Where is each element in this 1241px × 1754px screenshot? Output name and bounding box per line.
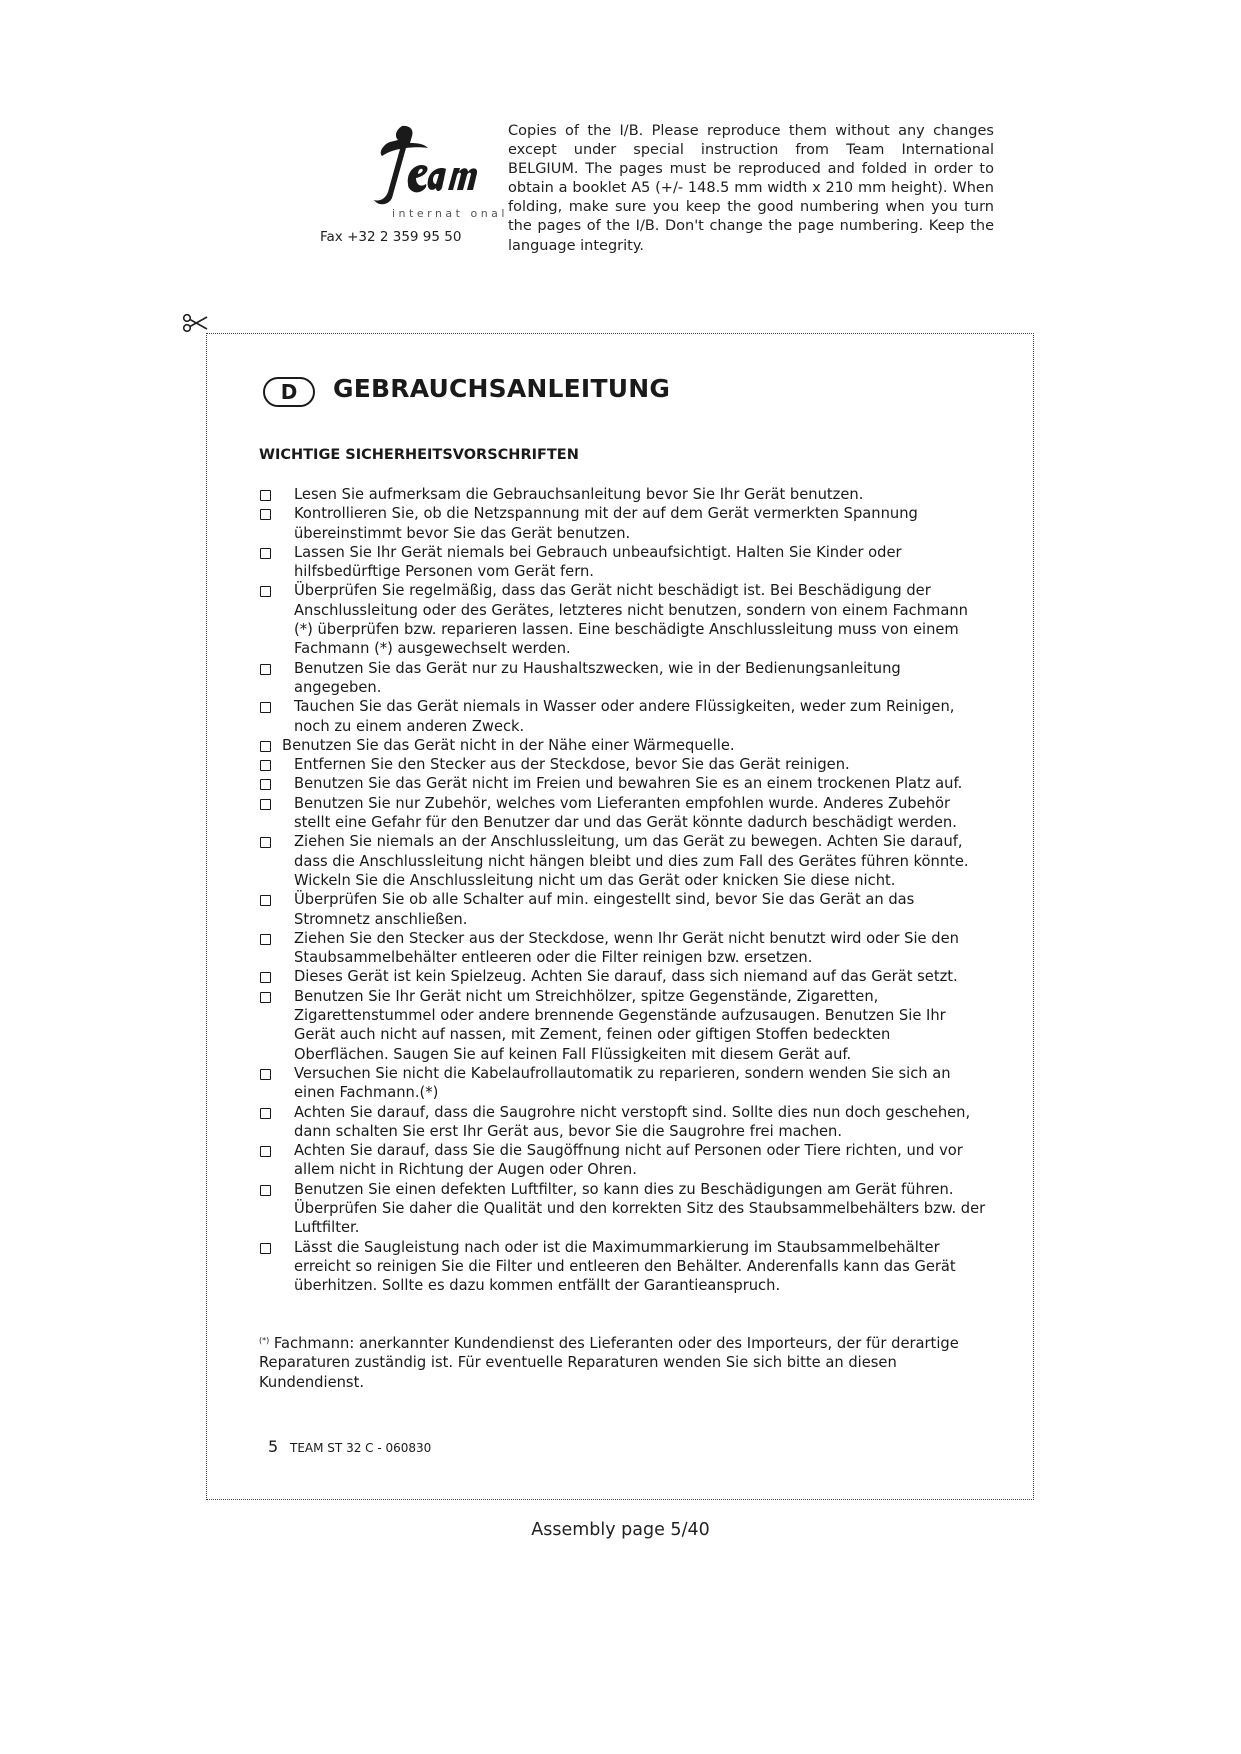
list-item: [260, 890, 986, 929]
checkbox-icon: [260, 779, 271, 790]
rule-text: Benutzen Sie einen defekten Luftfilter, so kann dies zu Beschädigungen am Gerät führen. Überprüfen Sie daher die Qualität und den korrekten Sitz des Staubsammelbehälters bzw. der Luftfilter.: [294, 1180, 986, 1237]
list-item: [260, 967, 986, 986]
rule-text: Kontrollieren Sie, ob die Netzspannung mit der auf dem Gerät vermerkten Spannung übereinstimmt bevor Sie das Gerät benutzen.: [294, 505, 918, 542]
checkbox-icon: [260, 509, 271, 520]
list-item: [260, 774, 986, 793]
footnote-text: Fachmann: anerkannter Kundendienst des Lieferanten oder des Importeurs, der für derartige Reparaturen zuständig ist. Für eventuelle Reparaturen wenden Sie sich bitte an diesen Kundendienst.: [259, 1335, 959, 1391]
list-item: [260, 543, 986, 582]
list-item: [260, 1141, 986, 1180]
list-item: [260, 697, 986, 736]
rule-text: Ziehen Sie niemals an der Anschlussleitung, um das Gerät zu bewegen. Achten Sie darauf, dass die Anschlussleitung nicht hängen bleibt und dies zum Fall des Gerätes führen könnte. Wickeln Sie die Anschlussleitung nicht um das Gerät oder knicken Sie diese nicht.: [294, 833, 969, 889]
list-item: [260, 485, 986, 504]
footnote: [259, 1331, 987, 1392]
copies-instructions: Copies of the I/B. Please reproduce them without any changes except under special instruction from Team International BELGIUM. The pages must be reproduced and folded in order to obtain a booklet A5 (+/- 148.5 mm width x 210 mm height). When folding, make sure you keep the good numbering when you turn the pages of the I/B. Don't change the page numbering. Keep the language integrity.: [508, 123, 994, 254]
list-item: [260, 736, 986, 755]
list-item: [260, 504, 986, 543]
list-item: [260, 1064, 986, 1103]
page-title: GEBRAUCHSANLEITUNG: [333, 374, 671, 403]
checkbox-icon: [260, 837, 271, 848]
rule-text: Lesen Sie aufmerksam die Gebrauchsanleitung bevor Sie Ihr Gerät benutzen.: [294, 486, 864, 503]
checkbox-icon: [260, 1069, 271, 1080]
rule-text: Ziehen Sie den Stecker aus der Steckdose, wenn Ihr Gerät nicht benutzt wird oder Sie den Staubsammelbehälter entleeren oder die Filter reinigen bzw. ersetzen.: [294, 929, 959, 967]
rule-text: Benutzen Sie das Gerät nicht in der Nähe einer Wärmequelle.: [282, 736, 735, 754]
rule-text: Achten Sie darauf, dass die Saugrohre nicht verstopft sind. Sollte dies nun doch geschehen, dann schalten Sie erst Ihr Gerät aus, bevor Sie die Saugrohre frei machen.: [294, 1103, 971, 1140]
scissors-icon: [182, 312, 208, 334]
assembly-page-label: Assembly page 5/40: [531, 1520, 710, 1540]
checkbox-icon: [260, 972, 271, 983]
checkbox-icon: [260, 490, 271, 501]
checkbox-icon: [260, 760, 271, 771]
page-footer: [268, 1437, 431, 1456]
rule-text: Lässt die Saugleistung nach oder ist die Maximummarkierung im Staubsammelbehälter erreicht so reinigen Sie die Filter und entleeren den Behälter. Anderenfalls kann das Gerät überhitzen. Sollte es dazu kommen entfällt der Garantieanspruch.: [294, 1238, 956, 1295]
checkbox-icon: [260, 664, 271, 675]
checkbox-icon: [260, 1185, 271, 1196]
checkbox-icon: [260, 895, 271, 906]
list-item: [260, 1180, 986, 1238]
section-title: WICHTIGE SICHERHEITSVORSCHRIFTEN: [259, 447, 579, 463]
list-item: [260, 929, 986, 968]
rule-text: Lassen Sie Ihr Gerät niemals bei Gebrauch unbeaufsichtigt. Halten Sie Kinder oder hilfsbedürftige Personen vom Gerät fern.: [294, 543, 902, 581]
language-badge: D: [263, 377, 315, 407]
checkbox-icon: [260, 702, 271, 713]
rule-text: Versuchen Sie nicht die Kabelaufrollautomatik zu reparieren, sondern wenden Sie sich an einen Fachmann.(*): [294, 1064, 951, 1102]
checkbox-icon: [260, 934, 271, 945]
fax-number: Fax +32 2 359 95 50: [320, 229, 462, 245]
rule-text: Benutzen Sie nur Zubehör, welches vom Lieferanten empfohlen wurde. Anderes Zubehör stellt eine Gefahr für den Benutzer dar und das Gerät könnte dadurch beschädigt werden.: [294, 794, 957, 832]
page-number: 5: [268, 1437, 279, 1456]
safety-rules-list: [260, 485, 986, 1295]
list-item: [260, 1103, 986, 1142]
list-item: [260, 832, 986, 890]
list-item: [260, 659, 986, 698]
list-item: [260, 794, 986, 833]
rule-text: Dieses Gerät ist kein Spielzeug. Achten Sie darauf, dass sich niemand auf das Gerät setzt.: [294, 968, 958, 986]
checkbox-icon: [260, 548, 271, 559]
rule-text: Benutzen Sie Ihr Gerät nicht um Streichhölzer, spitze Gegenstände, Zigaretten, Zigarettenstummel oder andere brennende Gegenstände aufzusaugen. Benutzen Sie Ihr Gerät auch nicht auf nassen, mit Zement, feinen oder giftigen Stoffen bedeckten Oberflächen. Saugen Sie auf keinen Fall Flüssigkeiten mit diesem Gerät auf.: [294, 987, 946, 1063]
checkbox-icon: [260, 799, 271, 810]
checkbox-icon: [260, 1146, 271, 1157]
footnote-mark: (*): [259, 1336, 270, 1345]
rule-text: Achten Sie darauf, dass Sie die Saugöffnung nicht auf Personen oder Tiere richten, und vor allem nicht in Richtung der Augen oder Ohren.: [294, 1142, 963, 1179]
rule-text: Überprüfen Sie regelmäßig, dass das Gerät nicht beschädigt ist. Bei Beschädigung der Anschlussleitung oder des Gerätes, letzteres nicht benutzen, sondern von einem Fachmann (*) überprüfen bzw. reparieren lassen. Eine beschädigte Anschlussleitung muss von einem Fachmann (*) ausgewechselt werden.: [294, 582, 968, 658]
rule-text: Tauchen Sie das Gerät niemals in Wasser oder andere Flüssigkeiten, weder zum Reinigen, noch zu einem anderen Zweck.: [294, 698, 955, 735]
checkbox-icon: [260, 992, 271, 1003]
logo-wordmark: internat onal: [392, 207, 508, 220]
rule-text: Benutzen Sie das Gerät nicht im Freien und bewahren Sie es an einem trockenen Platz auf.: [294, 775, 963, 793]
checkbox-icon: [260, 586, 271, 597]
rule-text: Überprüfen Sie ob alle Schalter auf min. eingestellt sind, bevor Sie das Gerät an das Stromnetz anschließen.: [294, 891, 915, 928]
rule-text: Benutzen Sie das Gerät nur zu Haushaltszwecken, wie in der Bedienungsanleitung angegeben.: [294, 659, 901, 696]
model-code: TEAM ST 32 C - 060830: [290, 1441, 432, 1455]
checkbox-icon: [260, 1108, 271, 1119]
list-item: [260, 581, 986, 658]
list-item: [260, 1238, 986, 1296]
team-logo: [344, 122, 508, 226]
rule-text: Entfernen Sie den Stecker aus der Steckdose, bevor Sie das Gerät reinigen.: [294, 756, 850, 774]
checkbox-icon: [260, 741, 271, 752]
list-item: [260, 755, 986, 774]
checkbox-icon: [260, 1243, 271, 1254]
list-item: [260, 987, 986, 1064]
